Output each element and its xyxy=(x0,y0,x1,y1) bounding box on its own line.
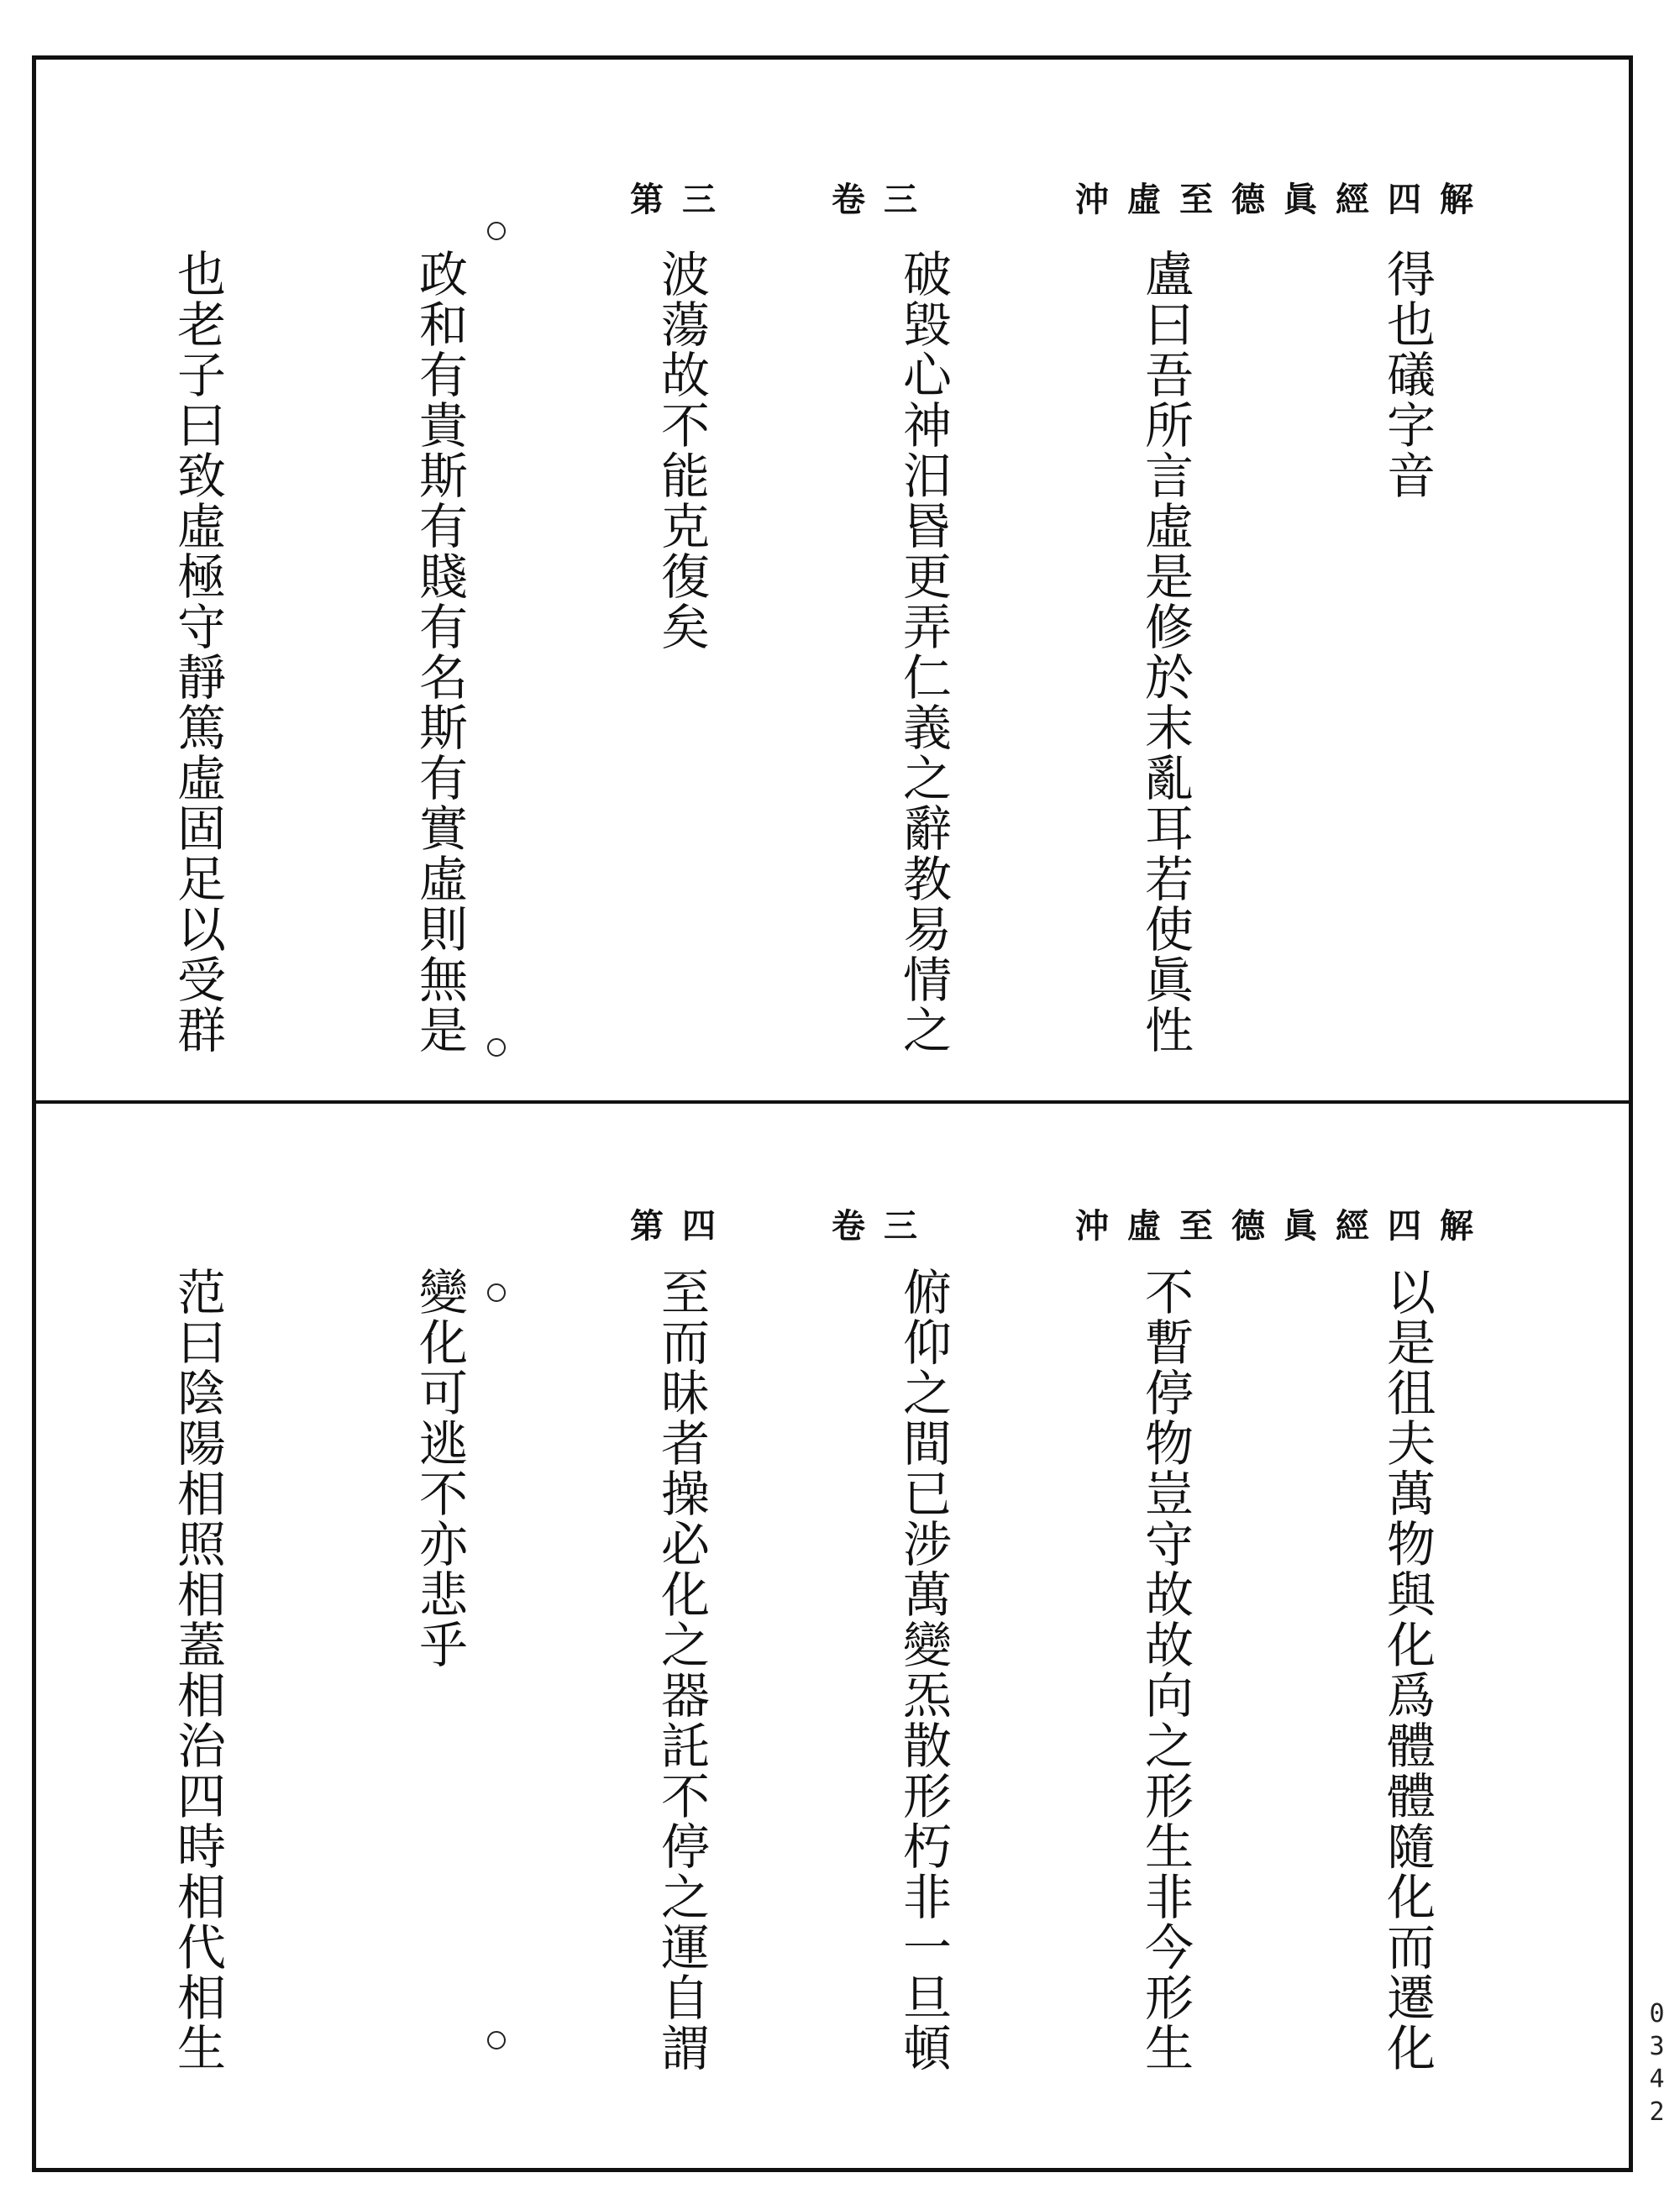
binding-hole xyxy=(487,222,506,240)
header-volume: 卷三 xyxy=(832,180,936,219)
text-column: 盧曰吾所言虛是修於末亂耳若使眞性 xyxy=(1137,249,1194,1055)
bottom-page xyxy=(50,1107,1630,2165)
text-column: 變化可逃不亦悲乎 xyxy=(411,1267,468,1670)
top-page-text xyxy=(0,249,1609,1080)
text-column: 得也礒字音 xyxy=(1378,249,1436,501)
header-section: 第三 xyxy=(630,180,734,219)
text-column: 政和有貴斯有賤有名斯有實虛則無是 xyxy=(411,249,468,1055)
text-column: 范曰陰陽相照相蓋相治四時相代相生 xyxy=(169,1267,226,2073)
text-column: 波蕩故不能克復矣 xyxy=(653,249,710,652)
text-column: 俯仰之間已涉萬變炁散形朽非一旦頓 xyxy=(895,1267,952,2073)
text-column: 不暫停物豈守故故向之形生非今形生 xyxy=(1137,1267,1194,2073)
header-volume: 卷三 xyxy=(832,1206,936,1246)
top-page xyxy=(50,72,1630,1099)
header-title: 沖虛至德眞經四解 xyxy=(1075,180,1492,219)
text-column: 破毀心神汨昬更弄仁義之辭教易情之 xyxy=(895,249,952,1055)
page-number: 0342 xyxy=(1642,1999,1672,2130)
bottom-page-text xyxy=(0,1267,1609,2140)
text-column: 以是徂夫萬物與化爲體體隨化而遷化 xyxy=(1378,1267,1436,2073)
page-divider xyxy=(34,1100,1631,1104)
header-section: 第四 xyxy=(630,1206,734,1246)
header-title: 沖虛至德眞經四解 xyxy=(1075,1206,1492,1246)
text-column: 也老子曰致虛極守靜篤虛固足以受群 xyxy=(169,249,226,1055)
text-column: 至而昧者操必化之器託不停之運自謂 xyxy=(653,1267,710,2073)
